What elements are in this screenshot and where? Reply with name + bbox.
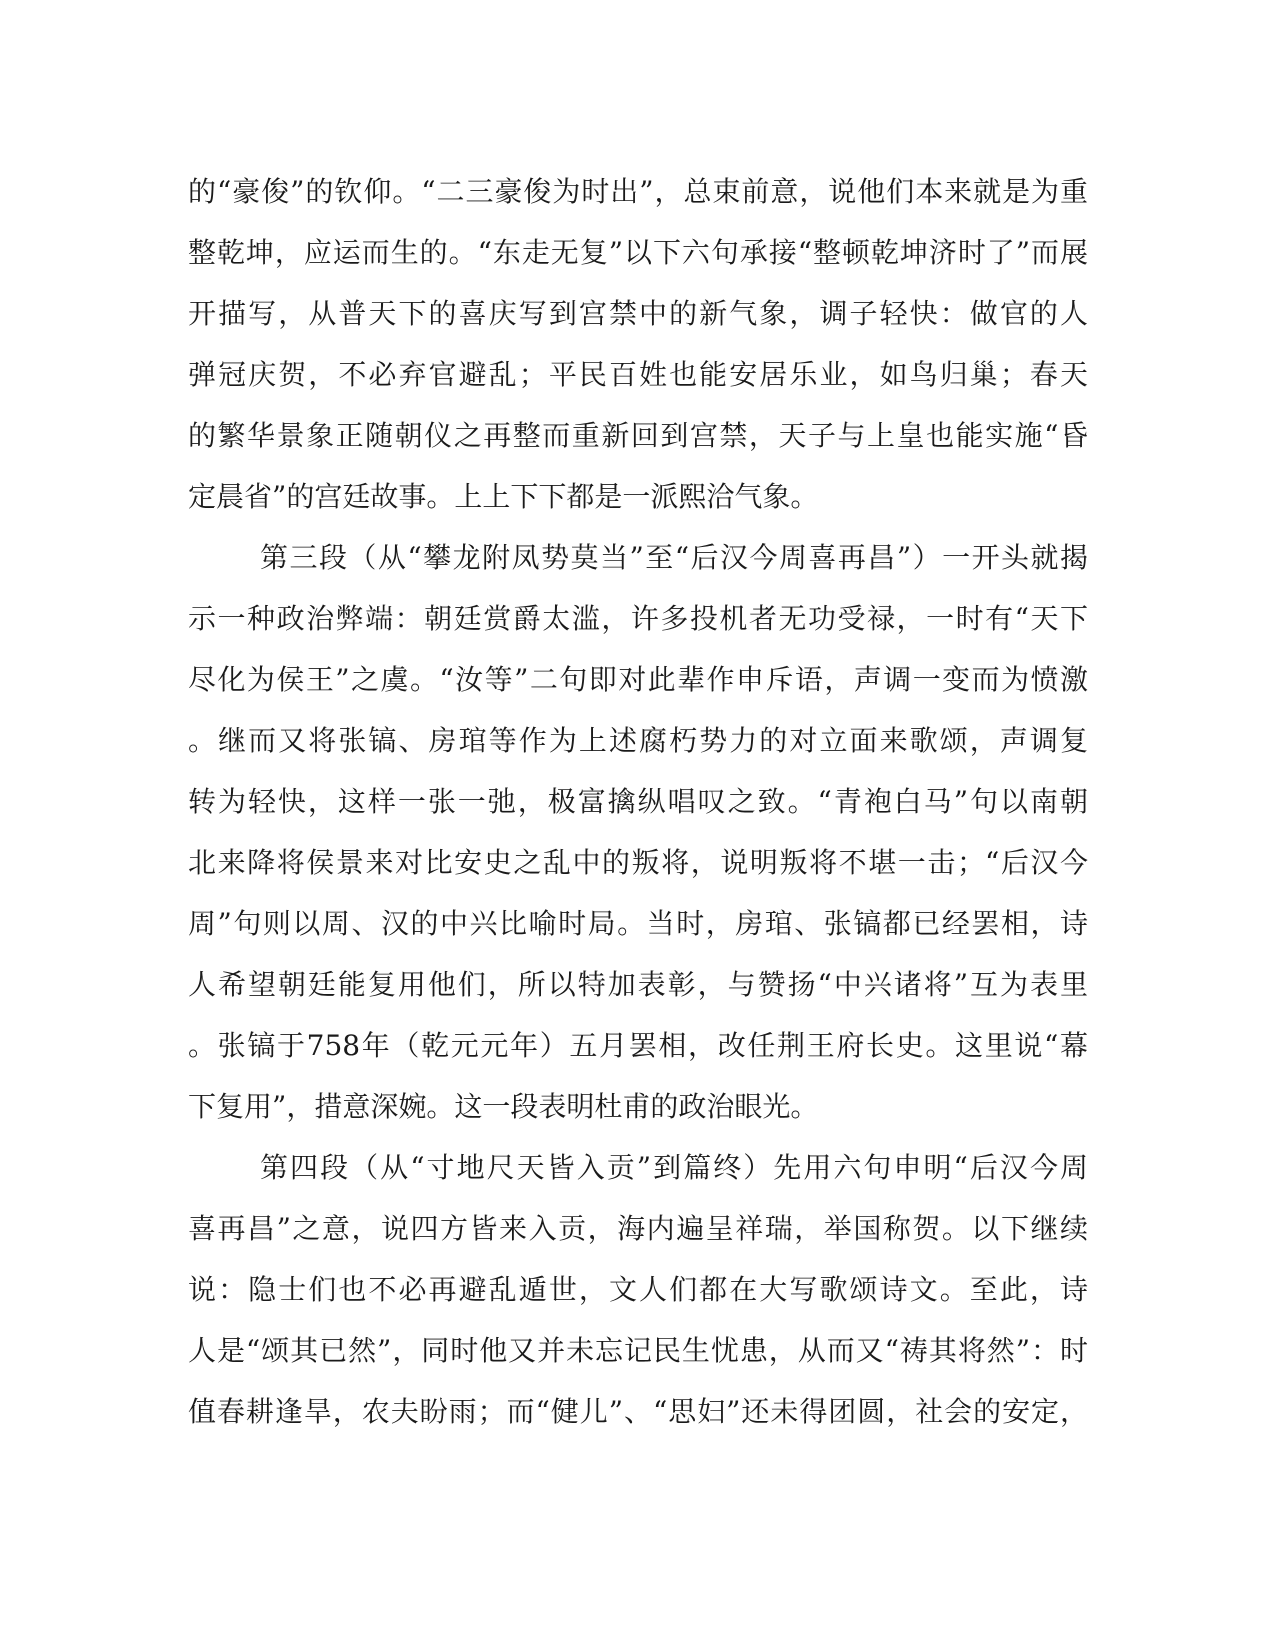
text-line: 转为轻快，这样一张一弛，极富擒纵唱叹之致。“青袍白马”句以南朝: [188, 785, 1088, 818]
text-line: 北来降将侯景来对比安史之乱中的叛将，说明叛将不堪一击；“后汉今: [188, 846, 1088, 879]
text-line: 的繁华景象正随朝仪之再整而重新回到宫禁，天子与上皇也能实施“昏: [188, 419, 1088, 452]
text-line: 整乾坤，应运而生的。“东走无复”以下六句承接“整顿乾坤济时了”而展: [188, 236, 1088, 269]
text-line: 第三段（从“攀龙附凤势莫当”至“后汉今周喜再昌”）一开头就揭: [260, 541, 1088, 574]
text-line: 第四段（从“寸地尺天皆入贡”到篇终）先用六句申明“后汉今周: [260, 1151, 1088, 1184]
text-line: 周”句则以周、汉的中兴比喻时局。当时，房琯、张镐都已经罢相，诗: [188, 907, 1088, 940]
text-line: 尽化为侯王”之虞。“汝等”二句即对此辈作申斥语，声调一变而为愤激: [188, 663, 1088, 696]
text-line: 下复用”，措意深婉。这一段表明杜甫的政治眼光。: [188, 1090, 819, 1123]
text-line: 值春耕逢旱，农夫盼雨；而“健儿”、“思妇”还未得团圆，社会的安定，: [188, 1395, 1088, 1428]
text-line: 示一种政治弊端：朝廷赏爵太滥，许多投机者无功受禄，一时有“天下: [188, 602, 1088, 635]
paragraph-1: [188, 161, 1088, 527]
text-line: 定晨省”的宫廷故事。上上下下都是一派熙洽气象。: [188, 480, 819, 513]
body-text: [188, 161, 1088, 1442]
text-line: 喜再昌”之意，说四方皆来入贡，海内遍呈祥瑞，举国称贺。以下继续: [188, 1212, 1088, 1245]
text-line: 说：隐士们也不必再避乱遁世，文人们都在大写歌颂诗文。至此，诗: [188, 1273, 1088, 1306]
text-line: 人希望朝廷能复用他们，所以特加表彰，与赞扬“中兴诸将”互为表里: [188, 968, 1088, 1001]
paragraph-3: [188, 1137, 1088, 1442]
text-line: 。继而又将张镐、房琯等作为上述腐朽势力的对立面来歌颂，声调复: [188, 724, 1088, 757]
paragraph-2: [188, 527, 1088, 1137]
text-line: 弹冠庆贺，不必弃官避乱；平民百姓也能安居乐业，如鸟归巢；春天: [188, 358, 1088, 391]
text-line: 人是“颂其已然”，同时他又并未忘记民生忧患，从而又“祷其将然”：时: [188, 1334, 1088, 1367]
text-line: 。张镐于758年（乾元元年）五月罢相，改任荆王府长史。这里说“幕: [188, 1029, 1088, 1062]
text-line: 开描写，从普天下的喜庆写到宫禁中的新气象，调子轻快：做官的人: [188, 297, 1088, 330]
text-line: 的“豪俊”的钦仰。“二三豪俊为时出”，总束前意，说他们本来就是为重: [188, 175, 1088, 208]
